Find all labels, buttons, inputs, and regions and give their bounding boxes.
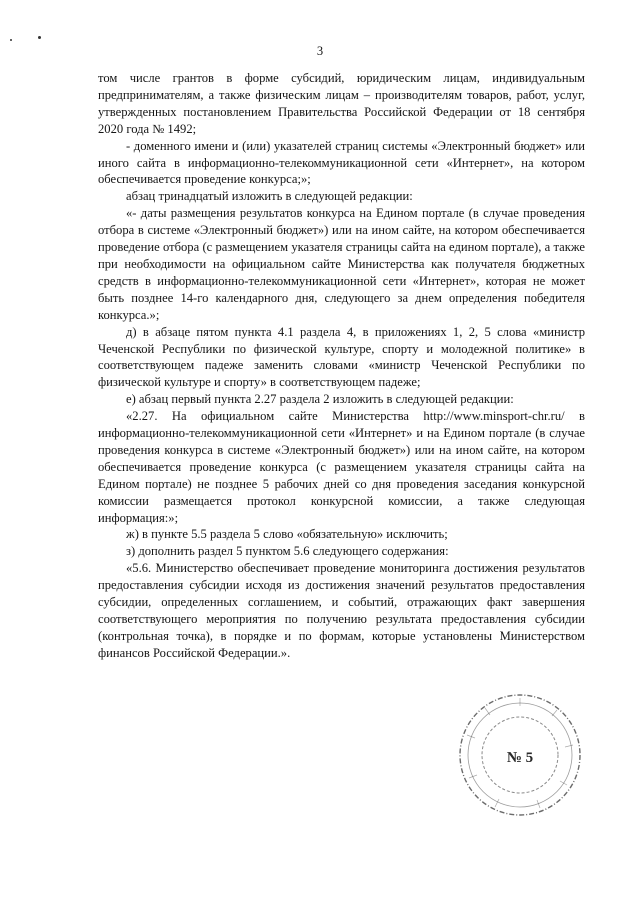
paragraph: абзац тринадцатый изложить в следующей редакции:	[126, 189, 413, 204]
official-seal-stamp	[455, 690, 585, 820]
paragraph: е) абзац первый пункта 2.27 раздела 2 изложить в следующей редакции:	[126, 392, 514, 407]
paragraph: ж) в пункте 5.5 раздела 5 слово «обязательную» исключить;	[126, 527, 448, 542]
paragraph: «5.6. Министерство обеспечивает проведение мониторинга достижения результатов предоставления субсидии исходя из достижения значений результатов предоставления субсидии, определенных соглашением, и событий, отражающих факт завершения соответствующего мероприятия по получению результата предоставления субсидии (контрольная точка), в порядке и по формам, которые установлены Министерством финансов Российской Федерации.».	[98, 561, 585, 660]
paragraph: том числе грантов в форме субсидий, юридическим лицам, индивидуальным предпринимателям, а также физическим лицам – производителям товаров, работ, услуг, утвержденных постановлением Правительства Российской Федерации от 18 сентября 2020 года № 1492;	[98, 71, 585, 136]
scan-speck	[10, 39, 12, 41]
scan-speck	[38, 36, 41, 39]
paragraph: з) дополнить раздел 5 пунктом 5.6 следующего содержания:	[126, 544, 449, 559]
paragraph: - доменного имени и (или) указателей страниц системы «Электронный бюджет» или иного сайта в информационно-телекоммуникационной сети «Интернет», на котором обеспечивается проведение конкурса;»;	[98, 138, 585, 187]
paragraph: д) в абзаце пятом пункта 4.1 раздела 4, в приложениях 1, 2, 5 слова «министр Чеченской Республики по физической культуре, спорту и молодежной политике» в соответствующем падеже заменить словами «министр Чеченской Республики по физической культуре и спорту» в соответствующем падеже;	[98, 324, 585, 390]
seal-number: № 5	[506, 750, 534, 766]
paragraph: «2.27. На официальном сайте Министерства http://www.minsport-chr.ru/ в информационно-телекоммуникационной сети «Интернет» и на Едином портале (в случае проведения конкурса в системе «Электронный бюджет») или на ином сайте, на котором обеспечивается проведение конкурса (с размещением указателя страницы сайта на Едином портале) не позднее 5 рабочих дней со дня проведения заседания конкурсной комиссии размещается протокол конкурсной комиссии, а также следующая информация:»;	[98, 409, 585, 525]
page-number: 3	[316, 44, 324, 58]
document-body	[98, 70, 585, 662]
paragraph: «- даты размещения результатов конкурса на Едином портале (в случае проведения отбора в системе «Электронный бюджет») или на ином сайте, на котором обеспечивается проведение отбора (с размещением указателя страницы сайта на едином портале), а также при необходимости на официальном сайте Министерства как получателя бюджетных средств в информационно-телекоммуникационной сети «Интернет», которая не может быть позднее 14-го календарного дня, следующего за днем определения победителя конкурса.»;	[98, 206, 585, 322]
